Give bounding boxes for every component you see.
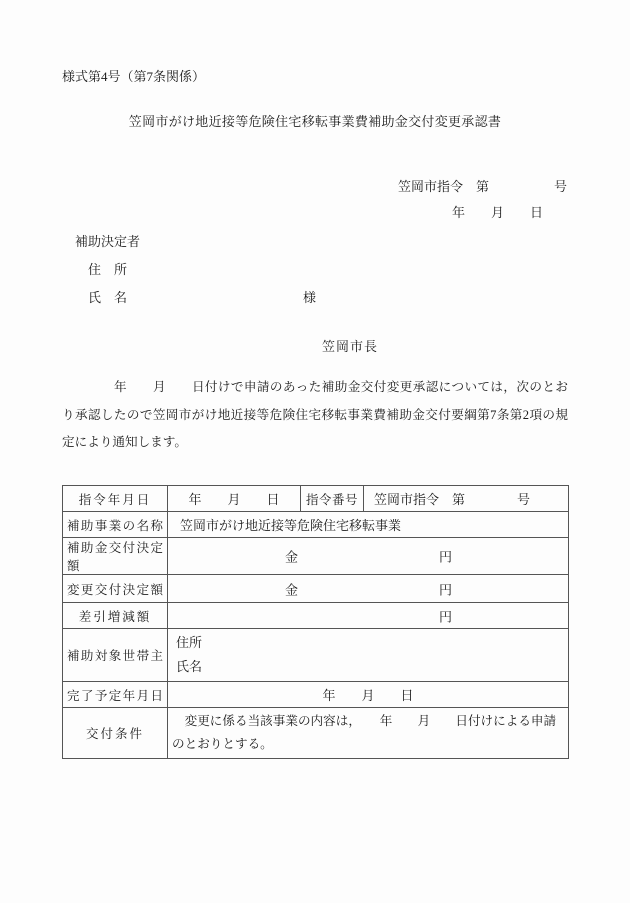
- issue-date-line: 年 月 日: [452, 205, 544, 220]
- document-title: 笠岡市がけ地近接等危険住宅移転事業費補助金交付変更承認書: [128, 114, 502, 129]
- grant-conditions-line-1: 変更に係る当該事業の内容は， 年 月 日付けによる申請: [172, 714, 557, 728]
- yen-suffix: 円: [439, 582, 453, 597]
- table-row-target-householder: [63, 629, 569, 682]
- directive-date-label: 指令年月日: [63, 486, 168, 512]
- householder-address-label: 住所: [176, 635, 203, 650]
- table-row-directive-date: [63, 486, 569, 512]
- grant-conditions-line-2: のとおりとする。: [172, 737, 273, 751]
- target-householder-value: [168, 629, 569, 682]
- paragraph-line-1: 年 月 日付けで申請のあった補助金交付変更承認については，次のとお: [62, 380, 568, 394]
- difference-amount-label: 差引増減額: [63, 603, 168, 629]
- changed-grant-amount-value: [168, 575, 569, 603]
- directive-number-label: 指令番号: [301, 486, 364, 512]
- planned-completion-date-label: 完了予定年月日: [63, 682, 168, 708]
- directive-date-value: 年 月 日: [168, 486, 301, 512]
- table-row-grant-conditions: [63, 708, 569, 759]
- subsidy-decider-label: 補助決定者: [75, 234, 141, 249]
- table-row-project-name: [63, 512, 569, 538]
- paragraph-line-2: り承認したので笠岡市がけ地近接等危険住宅移転事業費補助金交付要綱第7条第2項の規: [62, 407, 568, 422]
- yen-suffix: 円: [439, 609, 453, 624]
- project-name-label: 補助事業の名称: [63, 512, 168, 538]
- notification-paragraph: [62, 374, 568, 457]
- paragraph-line-3: 定により通知します。: [62, 435, 187, 449]
- directive-number-line: 笠岡市指令 第 号: [397, 179, 567, 194]
- grant-conditions-value: [168, 708, 569, 759]
- table-row-changed-grant-amount: [63, 575, 569, 603]
- approval-detail-table: [62, 485, 569, 759]
- difference-amount-value: [168, 603, 569, 629]
- project-name-value: 笠岡市がけ地近接等危険住宅移転事業: [168, 512, 569, 538]
- grant-decided-amount-label: 補助金交付決定額: [63, 538, 168, 575]
- planned-completion-date-value: 年 月 日: [168, 682, 569, 708]
- honorific-sama: 様: [303, 290, 317, 305]
- householder-name-label: 氏名: [176, 659, 203, 674]
- issuer-mayor-title: 笠岡市長: [322, 339, 379, 354]
- grant-conditions-label: 交付条件: [63, 708, 168, 759]
- form-number: 様式第4号（第7条関係）: [62, 69, 206, 84]
- kin-prefix: 金: [285, 549, 299, 565]
- yen-suffix: 円: [439, 549, 453, 565]
- table-row-difference-amount: [63, 603, 569, 629]
- grant-decided-amount-value: [168, 538, 569, 575]
- recipient-name-label: 氏 名: [88, 290, 128, 305]
- directive-number-value: 笠岡市指令 第 号: [364, 486, 569, 512]
- table-row-grant-decided-amount: [63, 538, 569, 575]
- table-row-planned-completion-date: [63, 682, 569, 708]
- changed-grant-amount-label: 変更交付決定額: [63, 575, 168, 603]
- kin-prefix: 金: [285, 582, 299, 597]
- recipient-address-label: 住 所: [88, 262, 128, 277]
- target-householder-label: 補助対象世帯主: [63, 629, 168, 682]
